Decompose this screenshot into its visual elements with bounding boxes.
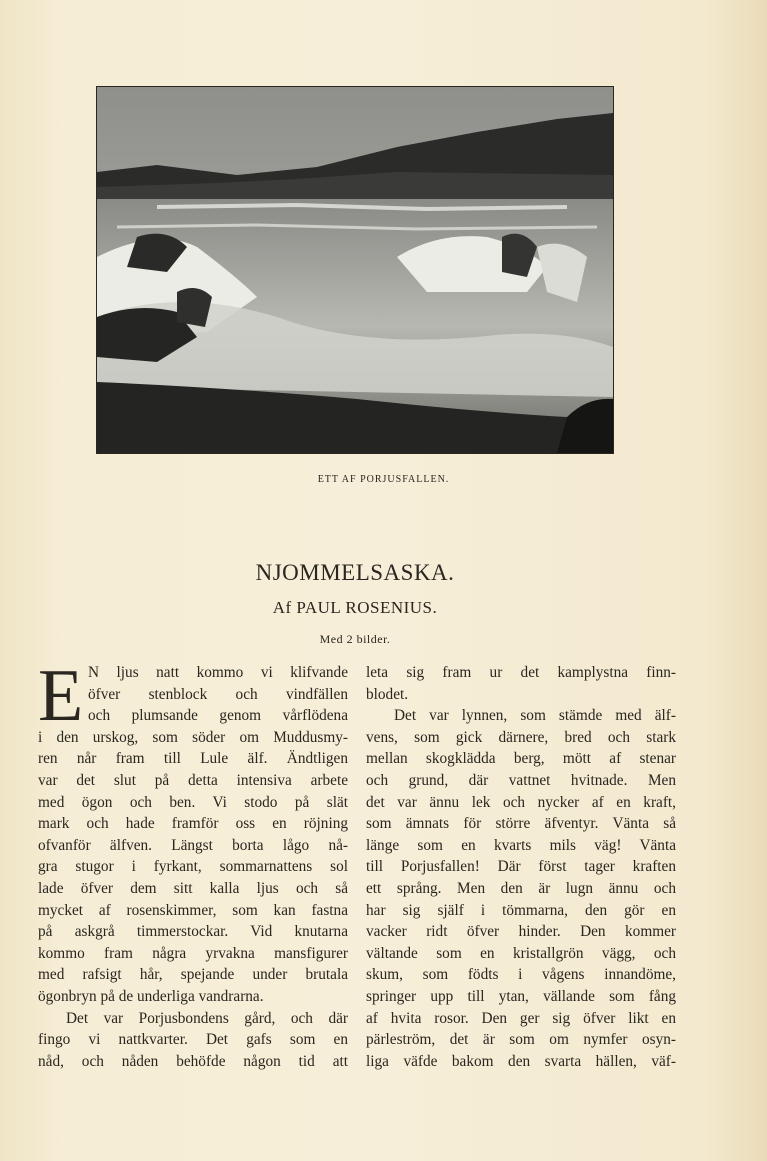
text-line: fingo vi nattkvarter. Det gafs som en [38, 1031, 348, 1049]
text-line: som ämnats för större äfventyr. Vänta så [366, 815, 676, 833]
text-line: länge som en kvarts mils väg! Vänta [366, 836, 676, 854]
text-line: med rafsigt hår, spejande under brutala [38, 966, 348, 984]
text-line: det var ännu lek och nycker af en kraft, [366, 793, 676, 811]
text-line: vens, som gick därnere, bred och stark [366, 728, 676, 746]
text-line: ofvanför älfven. Längst borta lågo nå- [38, 836, 348, 854]
photo-caption: ETT AF PORJUSFALLEN. [317, 474, 450, 485]
text-line: N ljus natt kommo vi klifvande [88, 664, 348, 681]
text-line: lade öfver dem sitt kalla ljus och så [38, 879, 348, 897]
text-line: leta sig fram ur det kamplystna finn- [366, 664, 676, 681]
text-line: skum, som födts i vågens innandöme, [366, 966, 676, 984]
waterfall-photo [96, 86, 614, 454]
text-line: blodet. [366, 685, 409, 703]
text-line: vacker ridt öfver hinder. Den kommer [366, 923, 676, 941]
text-line: kommo fram några yrvakna mansfigurer [38, 944, 348, 962]
text-line: mellan skogklädda berg, mött af stenar [366, 750, 676, 768]
text-line: gra stugor i fyrkant, sommarnattens sol [38, 858, 348, 876]
text-column-right [366, 662, 676, 1072]
text-line: af hvita rosor. Den ger sig öfver likt en [366, 1009, 676, 1027]
text-line: och plumsande genom vårflödena [88, 707, 348, 725]
text-line: Det var lynnen, som stämde med älf- [394, 707, 676, 725]
text-line: ögonbryn på de underliga vandrarna. [38, 987, 264, 1005]
text-line: mycket af rosenskimmer, som kan fastna [38, 901, 348, 919]
text-line: vältande som en kristallgrön vägg, och [366, 944, 676, 962]
text-line: mark och hade framför oss en röjning [38, 815, 348, 833]
text-line: till Porjusfallen! Där först tager kraften [366, 858, 676, 876]
text-line: öfver stenblock och vindfällen [88, 685, 348, 703]
text-line: pärleström, det är som om nymfer osyn- [366, 1031, 676, 1049]
article-title: NJOMMELSASKA. [255, 560, 455, 585]
text-line: har sig själf i tömmarna, den gör en [366, 901, 676, 919]
text-line: ett språng. Men den är lugn ännu och [366, 879, 676, 897]
text-line: Det var Porjusbondens gård, och där [66, 1009, 348, 1027]
text-line: ren når fram till Lule älf. Ändtligen [38, 750, 348, 768]
text-line: med ögon och ben. Vi stodo på slät [38, 793, 348, 811]
text-line: och grund, där vattnet hvitnade. Men [366, 771, 676, 789]
text-column-left [38, 655, 348, 1072]
waterfall-photo-image [97, 87, 613, 453]
article-subtitle: Med 2 bilder. [319, 632, 391, 646]
drop-cap: E [38, 655, 84, 737]
article-byline: Af PAUL ROSENIUS. [272, 598, 438, 617]
text-line: nåd, och nåden behöfde någon tid att [38, 1052, 348, 1070]
text-line: i den urskog, som söder om Muddusmy- [38, 728, 348, 746]
text-line: på askgrå timmerstockar. Vid knutarna [38, 923, 348, 941]
text-line: liga väfde bakom den svarta hällen, väf- [366, 1052, 676, 1070]
text-line: var det slut på detta intensiva arbete [38, 771, 348, 789]
text-line: springer upp till ytan, vällande som fång [366, 987, 676, 1005]
